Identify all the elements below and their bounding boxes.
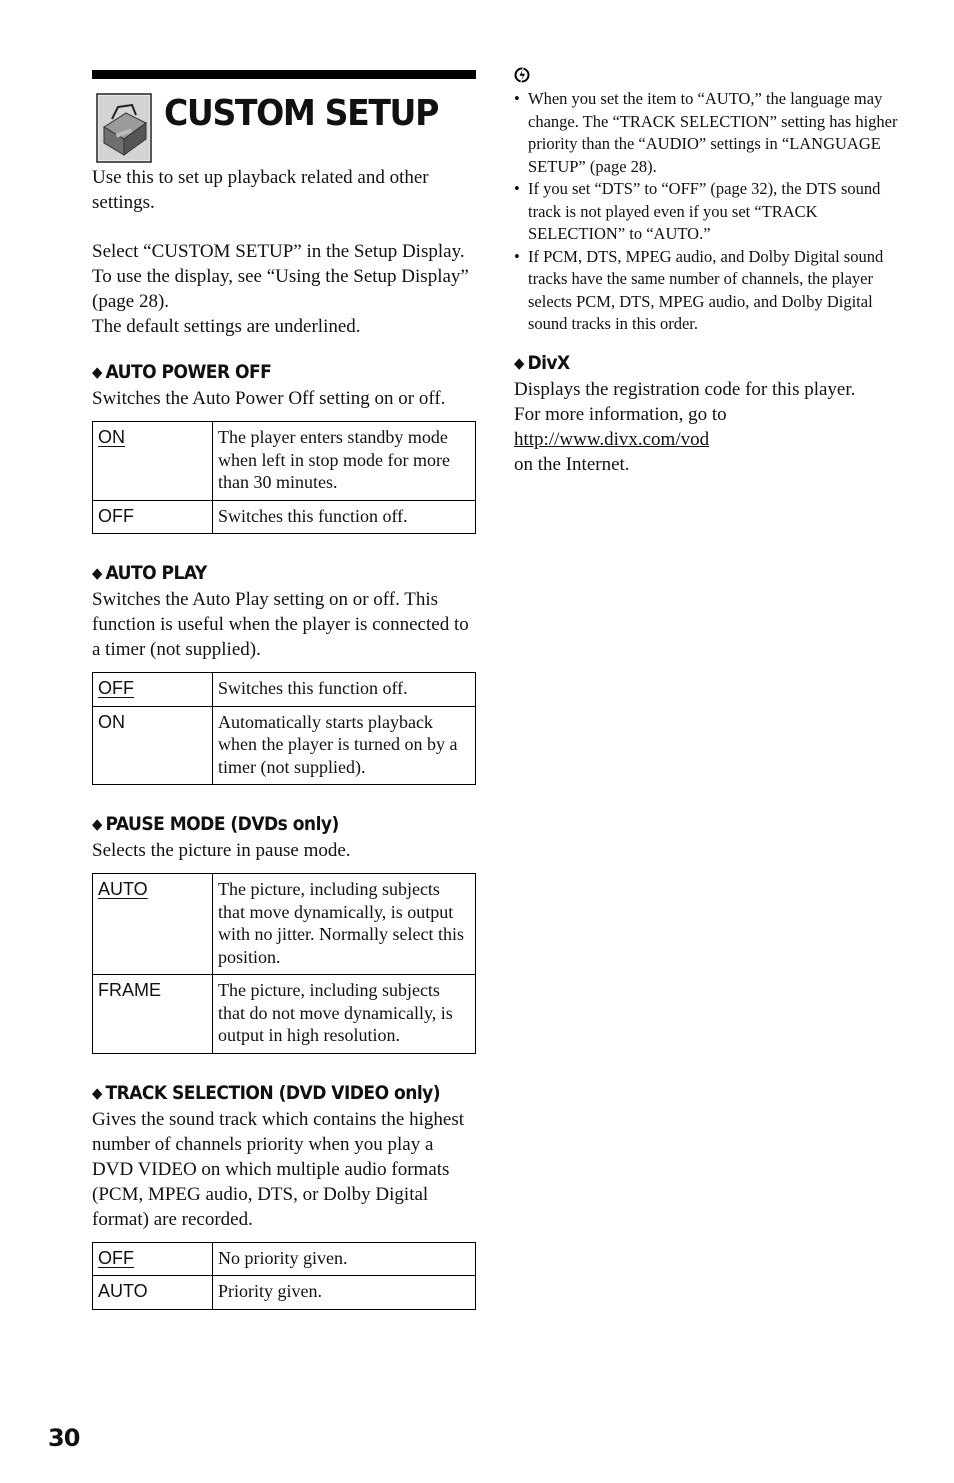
title-rule [92,70,476,79]
divx-more-info: For more information, go to [514,403,727,425]
option-key: AUTO [93,1276,213,1310]
option-key: OFF [93,500,213,534]
option-key-default: AUTO [98,879,148,899]
options-table-track-selection [92,1242,476,1310]
right-column [514,66,898,477]
intro-text: Use this to set up playback related and other settings. [92,167,429,213]
list-item: • If you set “DTS” to “OFF” (page 32), the DTS sound track is not played even if you set “TRACK SELECTION” to “AUTO.” [514,179,881,243]
divx-internet-text: on the Internet. [514,453,630,475]
option-key-default: ON [98,427,125,447]
table-row [93,1242,476,1276]
table-row [93,874,476,975]
table-row [93,673,476,707]
list-item: • If PCM, DTS, MPEG audio, and Dolby Digital sound tracks have the same number of channels, the player selects PCM, DTS, MPEG audio, and Dolby Digital sound tracks in this order. [514,246,884,333]
page-number: 30 [48,1424,80,1452]
options-table-pause-mode [92,873,476,1054]
section-heading-auto-play: ◆ AUTO PLAY [92,562,207,584]
table-row [93,975,476,1054]
option-key-default: OFF [98,678,134,698]
hint-tip-icon [514,66,530,84]
section-heading-pause-mode: ◆ PAUSE MODE (DVDs only) [92,813,339,835]
option-key: ON [93,706,213,785]
list-item: • When you set the item to “AUTO,” the language may change. The “TRACK SELECTION” setting has higher priority than the “AUDIO” settings in “LANGUAGE SETUP” (page 28). [514,89,898,176]
section-heading-track-selection: ◆ TRACK SELECTION (DVD VIDEO only) [92,1081,441,1104]
custom-setup-toolbox-icon [96,93,152,163]
section-description: Switches the Auto Play setting on or off. This function is useful when the player is connected to a timer (not supplied). [92,589,469,660]
section-heading-auto-power-off: ◆ AUTO POWER OFF [92,361,272,383]
diamond-bullet-icon: ◆ [92,363,102,381]
section-description: Gives the sound track which contains the highest number of channels priority when you play a DVD VIDEO on which multiple audio formats (PCM, MPEG audio, DTS, or Dolby Digital format) are recorded. [92,1108,465,1230]
section-description: Selects the picture in pause mode. [92,840,351,861]
table-row [93,500,476,534]
tips-list [514,88,898,336]
option-description: Switches this function off. [213,500,476,534]
page-title: CUSTOM SETUP [164,93,438,134]
section-heading-divx: ◆ DivX [514,351,570,374]
option-description: Priority given. [213,1276,476,1310]
diamond-bullet-icon: ◆ [92,564,102,582]
title-row [92,79,476,165]
option-description: Switches this function off. [213,673,476,707]
divx-description: Displays the registration code for this player. [514,378,856,400]
option-description: The picture, including subjects that do not move dynamically, is output in high resolution. [213,975,476,1054]
table-row [93,1276,476,1310]
options-table-auto-play [92,672,476,785]
diamond-bullet-icon: ◆ [514,353,524,372]
options-table-auto-power-off [92,421,476,534]
option-key: FRAME [93,975,213,1054]
table-row [93,422,476,501]
option-description: The picture, including subjects that move dynamically, is output with no jitter. Normally select this position. [213,874,476,975]
left-column [92,70,476,1336]
option-description: The player enters standby mode when left in stop mode for more than 30 minutes. [213,422,476,501]
divx-url-link[interactable]: http://www.divx.com/vod [514,428,710,450]
diamond-bullet-icon: ◆ [92,815,102,833]
section-description: Switches the Auto Power Off setting on or off. [92,388,446,409]
instructions-text: Select “CUSTOM SETUP” in the Setup Display. To use the display, see “Using the Setup Display” (page 28). [92,241,469,312]
option-key-default: OFF [98,1247,134,1268]
option-description: No priority given. [213,1242,476,1276]
table-row [93,706,476,785]
default-note: The default settings are underlined. [92,316,361,337]
diamond-bullet-icon: ◆ [92,1083,102,1102]
option-description: Automatically starts playback when the player is turned on by a timer (not supplied). [213,706,476,785]
